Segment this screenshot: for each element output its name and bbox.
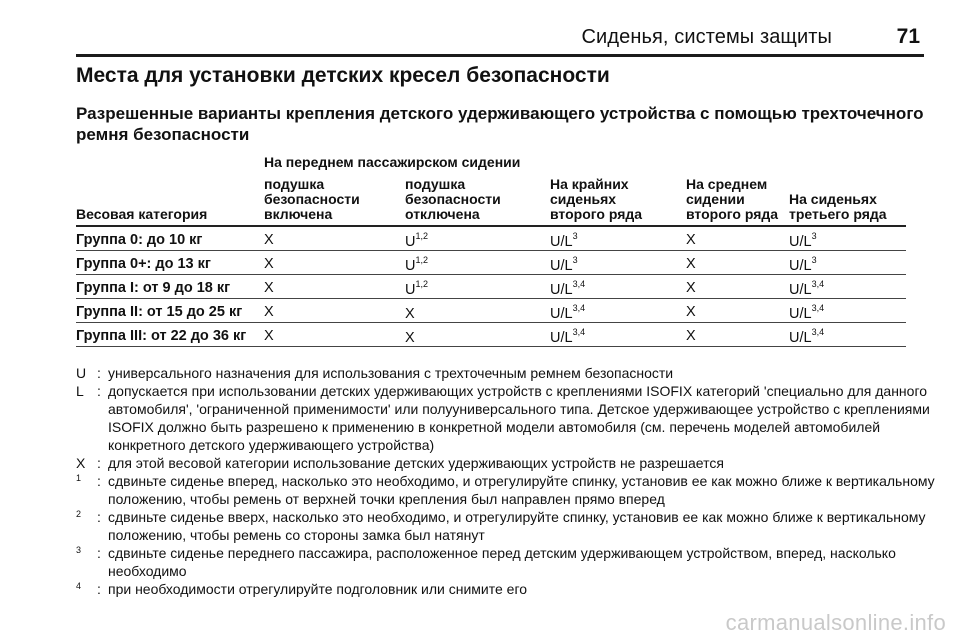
third-row-value: $U/L^{3,4}$ <box>789 303 825 322</box>
watermark: carmanualsonline.info <box>725 610 946 635</box>
airbag-on-value: X <box>264 328 274 344</box>
third-row-value: $U/L^3$ <box>789 231 817 250</box>
middle-second-row-value: X <box>686 232 696 248</box>
column-header-third-row: На сиденьях третьего ряда <box>789 191 887 222</box>
column-header-outer-second-row: На крайних сиденьях второго ряда <box>550 176 643 222</box>
airbag-off-value: U$^{1,2}$ <box>405 279 428 298</box>
weight-category: Группа 0: до 10 кг <box>76 232 203 248</box>
legend-notes <box>76 364 936 598</box>
weight-category: Группа III: от 22 до 36 кг <box>76 328 247 344</box>
third-row-value: $U/L^{3,4}$ <box>789 327 825 346</box>
legend-symbol: U <box>76 365 87 381</box>
third-row-value: $U/L^{3,4}$ <box>789 279 825 298</box>
page-number: 71 <box>896 25 920 48</box>
weight-category: Группа 0+: до 13 кг <box>76 256 211 272</box>
legend-item: U : универсального назначения для использования с трехточечным ремнем безопасности <box>76 364 936 382</box>
airbag-off-value: X <box>405 305 415 322</box>
legend-text: для этой весовой категории использование детских удерживающих устройств не разрешается <box>108 455 724 471</box>
airbag-off-value: X <box>405 329 415 346</box>
outer-second-row-value: $U/L^{3,4}$ <box>550 327 586 346</box>
table-row <box>76 299 906 323</box>
column-header-middle-second-row: На среднем сидении второго ряда <box>686 176 779 222</box>
page-title: Места для установки детских кресел безопасности <box>76 64 610 87</box>
column-header-weight: Весовая категория <box>76 206 208 222</box>
footnote-number: 1 <box>76 473 82 483</box>
table-row <box>76 323 906 347</box>
footnote-item: 4 : при необходимости отрегулируйте подголовник или снимите его <box>76 580 936 598</box>
airbag-off-value: U$^{1,2}$ <box>405 231 428 250</box>
footnote-text: при необходимости отрегулируйте подголовник или снимите его <box>108 581 528 597</box>
front-passenger-group-header: На переднем пассажирском сидении <box>264 154 521 170</box>
outer-second-row-value: $U/L^3$ <box>550 231 578 250</box>
legend-symbol: L <box>76 383 84 399</box>
outer-second-row-value: $U/L^{3,4}$ <box>550 303 586 322</box>
legend-symbol: X <box>76 455 86 471</box>
legend-text: универсального назначения для использования с трехточечным ремнем безопасности <box>108 365 674 381</box>
column-header-airbag-off: подушка безопасности отключена <box>405 176 501 222</box>
footnote-text: сдвиньте сиденье вверх, насколько это необходимо, и отрегулируйте спинку, установив ее как можно ближе к вертикальному положению, чтобы ремень со стороны замка был натянут <box>108 509 926 543</box>
footnote-number: 4 <box>76 581 82 591</box>
legend-item: X : для этой весовой категории использование детских удерживающих устройств не разрешается <box>76 454 936 472</box>
middle-second-row-value: X <box>686 280 696 296</box>
legend-text: допускается при использовании детских удерживающих устройств с креплениями ISOFIX категорий 'специально для данного автомобиля', 'ограниченной применимости' или полууниверсального типа. Детское удерживающее устройство с креплениями ISOFIX должно быть разрешено к применению в конкретной модели автомобиля (см. перечень моделей автомобилей конкретного детского удерживающего устройства) <box>108 383 930 453</box>
airbag-on-value: X <box>264 304 274 320</box>
weight-category: Группа II: от 15 до 25 кг <box>76 304 243 320</box>
airbag-on-value: X <box>264 232 274 248</box>
outer-second-row-value: $U/L^3$ <box>550 255 578 274</box>
third-row-value: $U/L^3$ <box>789 255 817 274</box>
footnote-text: сдвиньте сиденье переднего пассажира, расположенное перед детским удерживающем устройством, вперед, насколько необходимо <box>108 545 896 579</box>
footnote-item: 1 : сдвиньте сиденье вперед, насколько это необходимо, и отрегулируйте спинку, установив ее как можно ближе к вертикальному положению, чтобы ремень от верхней точки крепления был направлен прямо вперед <box>76 472 936 508</box>
footnote-text: сдвиньте сиденье вперед, насколько это необходимо, и отрегулируйте спинку, установив ее как можно ближе к вертикальному положению, чтобы ремень от верхней точки крепления был направлен прямо вперед <box>108 473 935 507</box>
middle-second-row-value: X <box>686 304 696 320</box>
legend-item: L : допускается при использовании детских удерживающих устройств с креплениями ISOFIX категорий 'специально для данного автомобиля', 'ограниченной применимости' или полууниверсального типа. Детское удерживающее устройство с креплениями ISOFIX должно быть разрешено к применению в конкретной модели автомобиля (см. перечень моделей автомобилей конкретного детского удерживающего устройства) <box>76 382 936 454</box>
airbag-on-value: X <box>264 280 274 296</box>
airbag-on-value: X <box>264 256 274 272</box>
section-title: Сиденья, системы защиты <box>581 26 832 48</box>
middle-second-row-value: X <box>686 328 696 344</box>
footnote-item: 2 : сдвиньте сиденье вверх, насколько это необходимо, и отрегулируйте спинку, установив ее как можно ближе к вертикальному положению, чтобы ремень со стороны замка был натянут <box>76 508 936 544</box>
column-header-airbag-on: подушка безопасности включена <box>264 176 360 222</box>
footnote-number: 2 <box>76 509 82 519</box>
table-row <box>76 227 906 251</box>
table-row <box>76 275 906 299</box>
footnote-item: 3 : сдвиньте сиденье переднего пассажира, расположенное перед детским удерживающем устройством, вперед, насколько необходимо <box>76 544 936 580</box>
outer-second-row-value: $U/L^{3,4}$ <box>550 279 586 298</box>
table-row <box>76 251 906 275</box>
footnote-number: 3 <box>76 545 82 555</box>
page-header <box>76 18 924 57</box>
middle-second-row-value: X <box>686 256 696 272</box>
child-seat-table <box>76 150 906 347</box>
weight-category: Группа I: от 9 до 18 кг <box>76 280 231 296</box>
table-header <box>76 150 906 227</box>
page-subtitle: Разрешенные варианты крепления детского удерживающего устройства с помощью трехточечного ремня безопасности <box>76 104 924 144</box>
airbag-off-value: U$^{1,2}$ <box>405 255 428 274</box>
